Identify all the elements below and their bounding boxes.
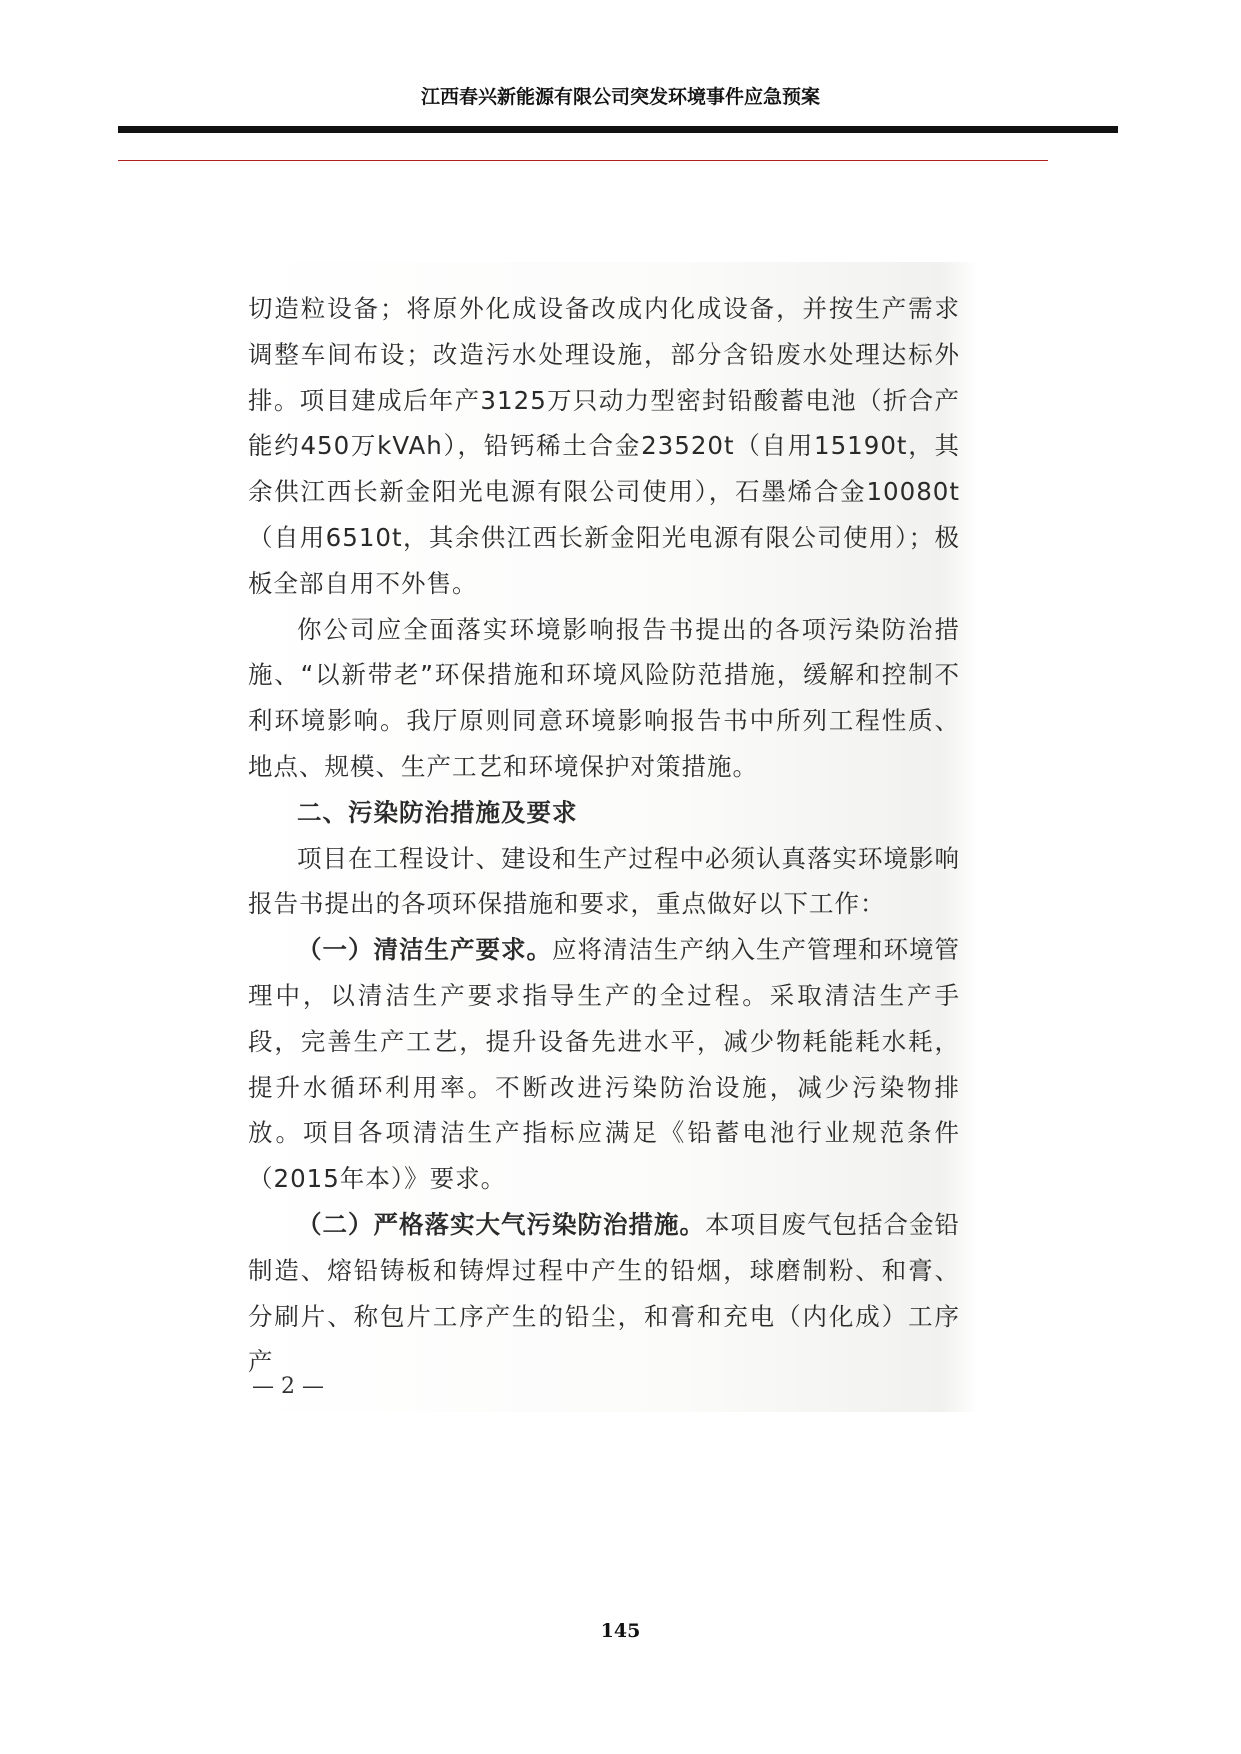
header-thin-rule — [118, 160, 1048, 161]
section-heading-pollution-control: 二、污染防治措施及要求 — [297, 797, 578, 827]
header-thick-rule — [118, 126, 1118, 133]
paragraph-air-pollution — [248, 1202, 960, 1385]
scanned-page-body — [248, 286, 960, 1385]
page-number: 145 — [600, 1620, 641, 1642]
paragraph-project-work: 项目在工程设计、建设和生产过程中必须认真落实环境影响报告书提出的各项环保措施和要求，重点做好以下工作： — [248, 843, 960, 919]
clean-production-lead: （一）清洁生产要求。 — [297, 935, 552, 965]
paragraph-clean-production — [248, 927, 960, 1202]
air-pollution-lead: （二）严格落实大气污染防治措施。 — [297, 1209, 705, 1239]
air-pollution-text: 本项目废气包括合金铅制造、熔铅铸板和铸焊过程中产生的铅烟，球磨制粉、和膏、分刷片、称包片工序产生的铅尘，和膏和充电（内化成）工序产 — [248, 1209, 960, 1377]
scanned-page-label: — 2 — — [252, 1374, 324, 1399]
clean-production-text: 应将清洁生产纳入生产管理和环境管理中，以清洁生产要求指导生产的全过程。采取清洁生产手段，完善生产工艺，提升设备先进水平，减少物耗能耗水耗，提升水循环利用率。不断改进污染防治设施，减少污染物排放。项目各项清洁生产指标应满足《铅蓄电池行业规范条件（2015年本）》要求。 — [248, 935, 960, 1194]
paragraph-requirements: 你公司应全面落实环境影响报告书提出的各项污染防治措施、“以新带老”环保措施和环境风险防范措施，缓解和控制不利环境影响。我厅原则同意环境影响报告书中所列工程性质、地点、规模、生产工艺和环境保护对策措施。 — [248, 614, 960, 781]
document-header-title: 江西春兴新能源有限公司突发环境事件应急预案 — [420, 86, 820, 108]
paragraph-continuation: 切造粒设备；将原外化成设备改成内化成设备，并按生产需求调整车间布设；改造污水处理设施，部分含铅废水处理达标外排。项目建成后年产3125万只动力型密封铅酸蓄电池（折合产能约450万kVAh），铅钙稀土合金23520t（自用15190t，其余供江西长新金阳光电源有限公司使用），石墨烯合金10080t（自用6510t，其余供江西长新金阳光电源有限公司使用）；极板全部自用不外售。 — [248, 294, 960, 598]
